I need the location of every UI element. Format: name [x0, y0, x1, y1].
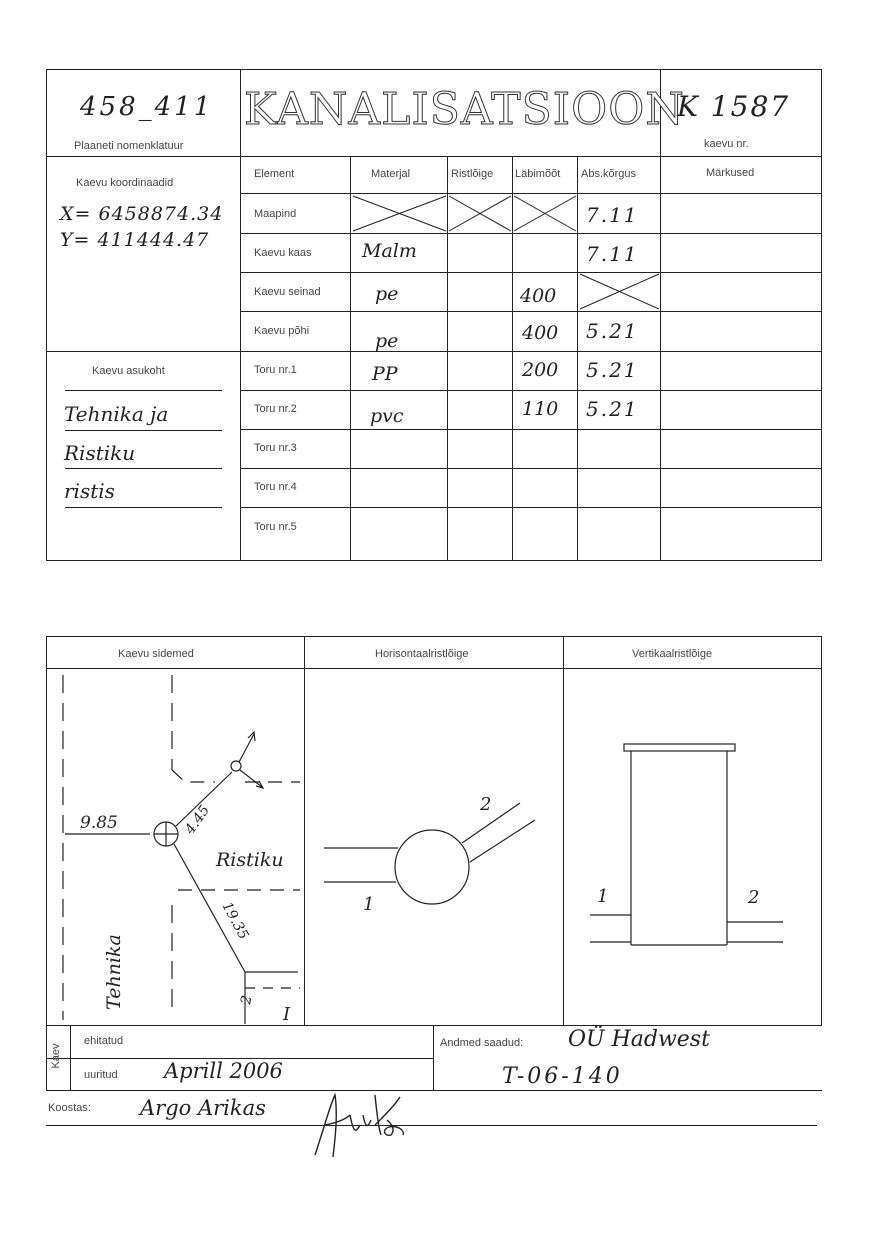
- col-header-materjal: Materjal: [371, 168, 411, 180]
- author-value: Argo Arikas: [140, 1096, 266, 1120]
- row-element: Toru nr.4: [254, 481, 297, 493]
- data-source-label: Andmed saadud:: [440, 1037, 524, 1049]
- row-element: Toru nr.3: [254, 442, 297, 454]
- well-number-label: kaevu nr.: [704, 138, 749, 150]
- cell-materjal: Malm: [362, 240, 417, 262]
- cell-materjal: PP: [372, 363, 398, 385]
- cell-labimoot: 110: [522, 398, 559, 420]
- author-label: Koostas:: [48, 1102, 91, 1114]
- location-label: Kaevu asukoht: [92, 365, 165, 377]
- coordinate-y: Y= 411444.47: [60, 229, 210, 251]
- cell-materjal: pe: [375, 283, 399, 305]
- row-element: Kaevu kaas: [254, 247, 312, 259]
- signature: [305, 1085, 425, 1165]
- row-element: Maapind: [254, 208, 297, 220]
- row-element: Toru nr.5: [254, 521, 297, 533]
- sketch-drawings: [0, 620, 888, 1040]
- cell-materjal: pe: [375, 330, 399, 352]
- cell-labimoot: 200: [522, 359, 559, 381]
- mark-label: I: [283, 1004, 291, 1025]
- measured-value: Aprill 2006: [164, 1059, 283, 1083]
- cell-abs: 7.11: [586, 242, 639, 266]
- col-header-element: Element: [254, 168, 295, 180]
- cell-materjal: pvc: [370, 405, 404, 427]
- coordinate-x: X= 6458874.34: [60, 203, 224, 225]
- cell-abs: 5.21: [586, 358, 639, 382]
- distance-label: 4.45: [182, 802, 214, 838]
- col-header-markused: Märkused: [706, 167, 755, 179]
- distance-label: 9.85: [80, 813, 118, 833]
- horizontal-section-label: Horisontaalristlõige: [375, 648, 469, 660]
- coordinates-label: Kaevu koordinaadid: [76, 177, 174, 189]
- nomenclature-value: 458_411: [80, 92, 214, 122]
- row-element: Kaevu põhi: [254, 325, 310, 337]
- row-element: Toru nr.2: [254, 403, 297, 415]
- pipe-label: 1: [597, 886, 609, 907]
- kaev-label: Kaev: [50, 1043, 62, 1069]
- vertical-section-label: Vertikaalristlõige: [632, 648, 713, 660]
- cell-abs: 7.11: [586, 203, 639, 227]
- location-line-1: Tehnika ja: [64, 402, 169, 426]
- built-label: ehitatud: [84, 1035, 124, 1047]
- location-line-3: ristis: [64, 479, 115, 503]
- cell-labimoot: 400: [520, 285, 557, 307]
- street-label-tehnika: Tehnika: [103, 934, 125, 1010]
- street-label-ristiku: Ristiku: [216, 849, 284, 871]
- distance-label: 19.35: [218, 899, 252, 943]
- data-source-code: T-06-140: [502, 1064, 623, 1089]
- pipe-label: 1: [363, 894, 375, 915]
- col-header-labimoot: Läbimõõt: [515, 168, 561, 180]
- crossed-cells: [0, 0, 888, 600]
- cell-abs: 5.21: [586, 319, 639, 343]
- col-header-abs: Abs.kõrgus: [581, 168, 637, 180]
- pipe-label: 2: [480, 794, 492, 815]
- nomenclature-label: Plaaneti nomenklatuur: [74, 140, 184, 152]
- well-number-value: K 1587: [677, 90, 791, 123]
- row-element: Kaevu seinad: [254, 286, 321, 298]
- cell-abs: 5.21: [586, 397, 639, 421]
- measured-label: uuritud: [84, 1069, 118, 1081]
- mark-label: 2: [238, 994, 256, 1006]
- page-title: KANALISATSIOON: [244, 84, 685, 135]
- data-source-value: OÜ Hadwest: [568, 1027, 710, 1052]
- col-header-ristloige: Ristlõige: [451, 168, 494, 180]
- location-line-2: Ristiku: [64, 441, 136, 465]
- pipe-label: 2: [748, 887, 760, 908]
- row-element: Toru nr.1: [254, 364, 297, 376]
- connections-label: Kaevu sidemed: [118, 648, 194, 660]
- cell-labimoot: 400: [522, 322, 559, 344]
